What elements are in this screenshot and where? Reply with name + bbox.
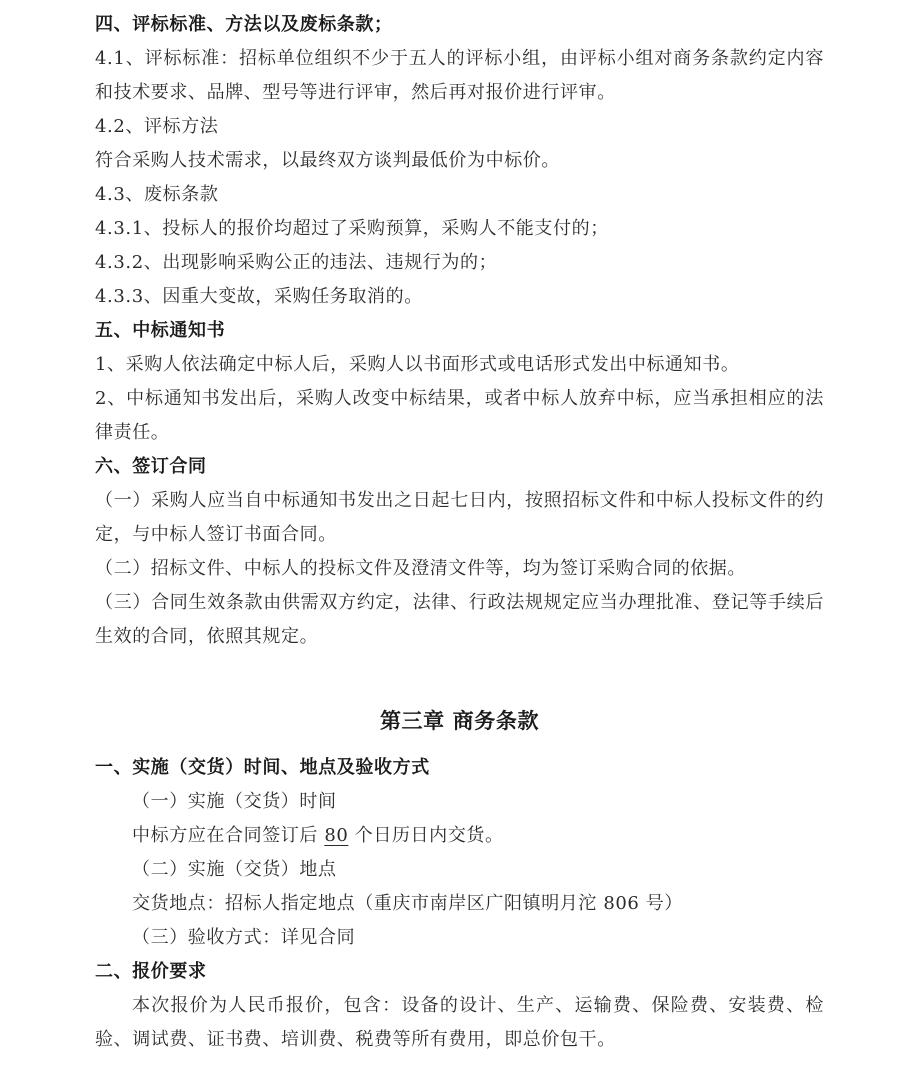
para-5-1: 1、采购人依法确定中标人后，采购人以书面形式或电话形式发出中标通知书。 bbox=[95, 354, 740, 375]
chapter-3-title: 第三章 商务条款 bbox=[379, 708, 540, 733]
para-6-1: （一）采购人应当自中标通知书发出之日起七日内，按照招标文件和中标人投标文件的约定，与中标人签订书面合同。 bbox=[95, 490, 824, 545]
para-5-2: 2、中标通知书发出后，采购人改变中标结果，或者中标人放弃中标，应当承担相应的法律责任。 bbox=[95, 388, 824, 443]
para-delivery-place-label: （二）实施（交货）地点 bbox=[132, 859, 337, 880]
para-4-3-2: 4.3.2、出现影响采购公正的违法、违规行为的； bbox=[95, 252, 498, 273]
para-6-2: （二）招标文件、中标人的投标文件及澄清文件等，均为签订采购合同的依据。 bbox=[95, 558, 746, 579]
para-4-2-evaluation-method: 4.2、评标方法 bbox=[95, 116, 219, 137]
delivery-days-value: 80 bbox=[324, 825, 349, 846]
para-delivery-address: 交货地点：招标人指定地点（重庆市南岸区广阳镇明月沱 806 号） bbox=[132, 893, 683, 914]
delivery-line-prefix: 中标方应在合同签订后 bbox=[132, 825, 325, 846]
delivery-line-suffix: 个日历日内交货。 bbox=[348, 825, 504, 846]
heading-section-5-award-notice: 五、中标通知书 bbox=[95, 320, 226, 341]
document-body bbox=[95, 8, 824, 1057]
heading-section-6-contract-signing: 六、签订合同 bbox=[95, 456, 207, 477]
heading-quotation-requirements: 二、报价要求 bbox=[95, 961, 207, 982]
para-delivery-time-value-line bbox=[95, 819, 824, 853]
para-4-1-evaluation-criteria: 4.1、评标标准：招标单位组织不少于五人的评标小组，由评标小组对商务条款约定内容和技术要求、品牌、型号等进行评审，然后再对报价进行评审。 bbox=[95, 48, 824, 103]
para-acceptance-method: （三）验收方式：详见合同 bbox=[132, 927, 356, 948]
para-4-3-3: 4.3.3、因重大变故，采购任务取消的。 bbox=[95, 286, 423, 307]
para-4-3-1: 4.3.1、投标人的报价均超过了采购预算，采购人不能支付的； bbox=[95, 218, 609, 239]
para-delivery-time-label: （一）实施（交货）时间 bbox=[132, 791, 337, 812]
para-6-3: （三）合同生效条款由供需双方约定，法律、行政法规规定应当办理批准、登记等手续后生效的合同，依照其规定。 bbox=[95, 592, 824, 647]
heading-section-4-evaluation: 四、评标标准、方法以及废标条款； bbox=[95, 14, 393, 35]
heading-delivery-time-place-acceptance: 一、实施（交货）时间、地点及验收方式 bbox=[95, 757, 430, 778]
para-quotation-detail: 本次报价为人民币报价，包含：设备的设计、生产、运输费、保险费、安装费、检验、调试费、证书费、培训费、税费等所有费用，即总价包干。 bbox=[95, 995, 824, 1050]
para-4-2-method-detail: 符合采购人技术需求，以最终双方谈判最低价为中标价。 bbox=[95, 150, 560, 171]
para-4-3-invalid-bid-clauses: 4.3、废标条款 bbox=[95, 184, 219, 205]
